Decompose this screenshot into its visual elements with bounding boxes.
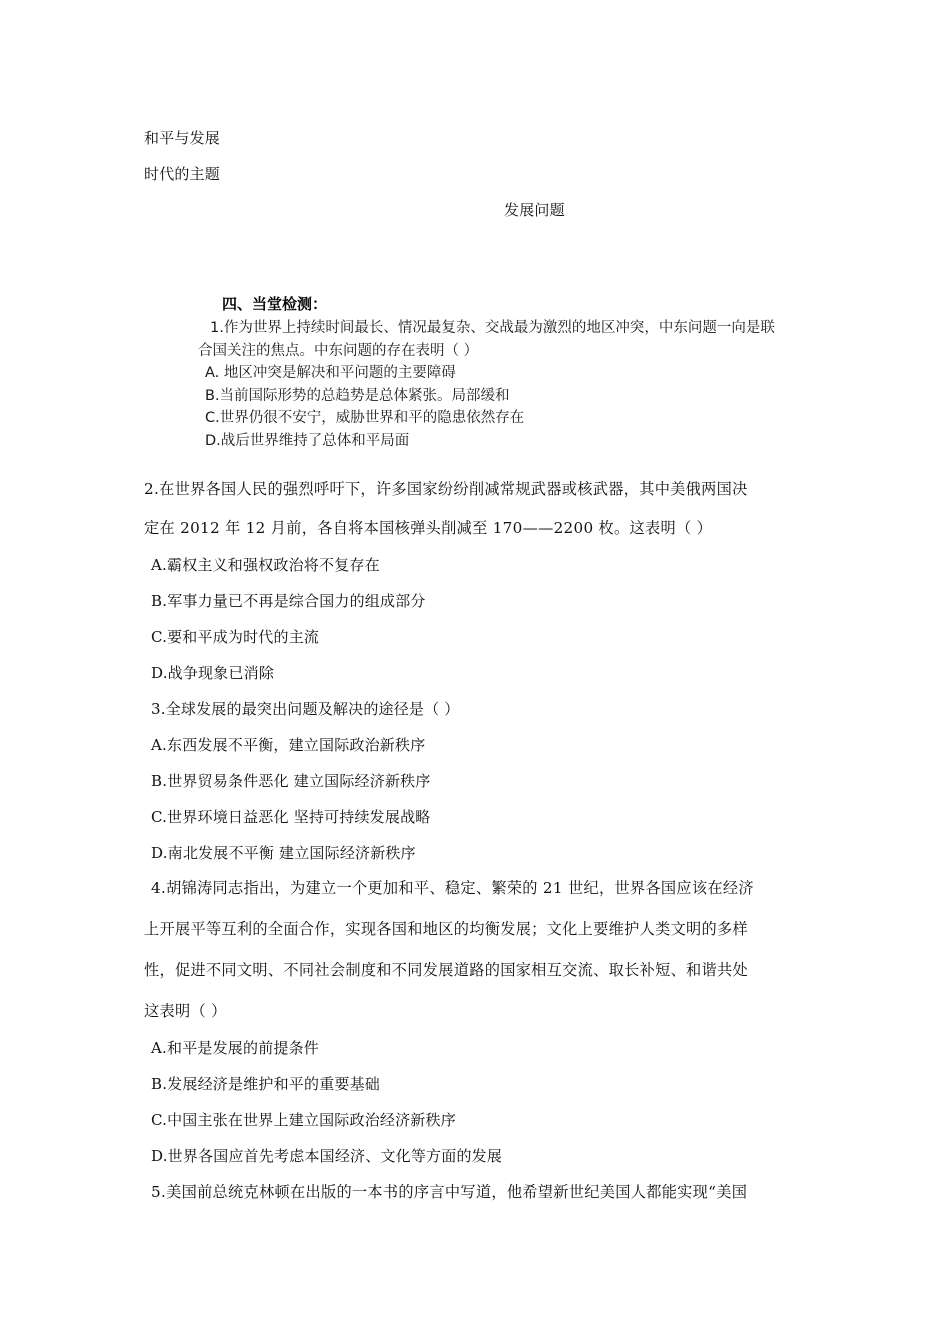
outline-text-era-theme: 时代的主题 — [144, 165, 221, 183]
outline-text-peace-development: 和平与发展 — [144, 129, 221, 147]
q3-option-c: C.世界环境日益恶化 坚持可持续发展战略 — [151, 808, 431, 826]
q3-option-d: D.南北发展不平衡 建立国际经济新秩序 — [151, 844, 416, 862]
q2-stem-line2: 定在 2012 年 12 月前，各自将本国核弹头削减至 170——2200 枚。这表明（ ） — [144, 519, 713, 537]
q2-option-d: D.战争现象已消除 — [151, 664, 275, 682]
q4-option-b: B.发展经济是维护和平的重要基础 — [151, 1075, 380, 1093]
q4-option-a: A.和平是发展的前提条件 — [151, 1039, 320, 1057]
q1-option-c: C.世界仍很不安宁，威胁世界和平的隐患依然存在 — [205, 410, 525, 426]
q4-option-c: C.中国主张在世界上建立国际政治经济新秩序 — [151, 1111, 456, 1129]
q1-stem-line2: 合国关注的焦点。中东问题的存在表明（ ） — [198, 343, 479, 359]
q3-option-a: A.东西发展不平衡，建立国际政治新秩序 — [151, 736, 426, 754]
q5-stem-line1: 5.美国前总统克林顿在出版的一本书的序言中写道，他希望新世纪美国人都能实现“美国 — [151, 1183, 748, 1201]
section-heading: 四、当堂检测： — [222, 295, 328, 313]
q4-stem-line3: 性，促进不同文明、不同社会制度和不同发展道路的国家相互交流、取长补短、和谐共处 — [144, 961, 749, 979]
q4-stem-line1: 4.胡锦涛同志指出，为建立一个更加和平、稳定、繁荣的 21 世纪，世界各国应该在经济 — [151, 879, 754, 897]
q1-option-d: D.战后世界维持了总体和平局面 — [205, 433, 410, 449]
q2-option-c: C.要和平成为时代的主流 — [151, 628, 320, 646]
q3-stem: 3.全球发展的最突出问题及解决的途径是（ ） — [151, 700, 460, 718]
q2-option-a: A.霸权主义和强权政治将不复存在 — [151, 556, 380, 574]
q4-stem-line2: 上开展平等互利的全面合作，实现各国和地区的均衡发展；文化上要维护人类文明的多样 — [144, 920, 749, 938]
q4-stem-line4: 这表明（ ） — [144, 1002, 227, 1020]
q1-option-b: B.当前国际形势的总趋势是总体紧张。局部缓和 — [205, 388, 510, 404]
q3-option-b: B.世界贸易条件恶化 建立国际经济新秩序 — [151, 772, 431, 790]
q1-stem-line1: 1.作为世界上持续时间最长、情况最复杂、交战最为激烈的地区冲突，中东问题一向是联 — [210, 320, 775, 336]
q2-option-b: B.军事力量已不再是综合国力的组成部分 — [151, 592, 426, 610]
q2-stem-line1: 2.在世界各国人民的强烈呼吁下，许多国家纷纷削减常规武器或核武器，其中美俄两国决 — [144, 480, 748, 498]
q1-option-a: A. 地区冲突是解决和平问题的主要障碍 — [205, 365, 456, 381]
q4-option-d: D.世界各国应首先考虑本国经济、文化等方面的发展 — [151, 1147, 503, 1165]
outline-text-development-issue: 发展问题 — [504, 201, 565, 219]
